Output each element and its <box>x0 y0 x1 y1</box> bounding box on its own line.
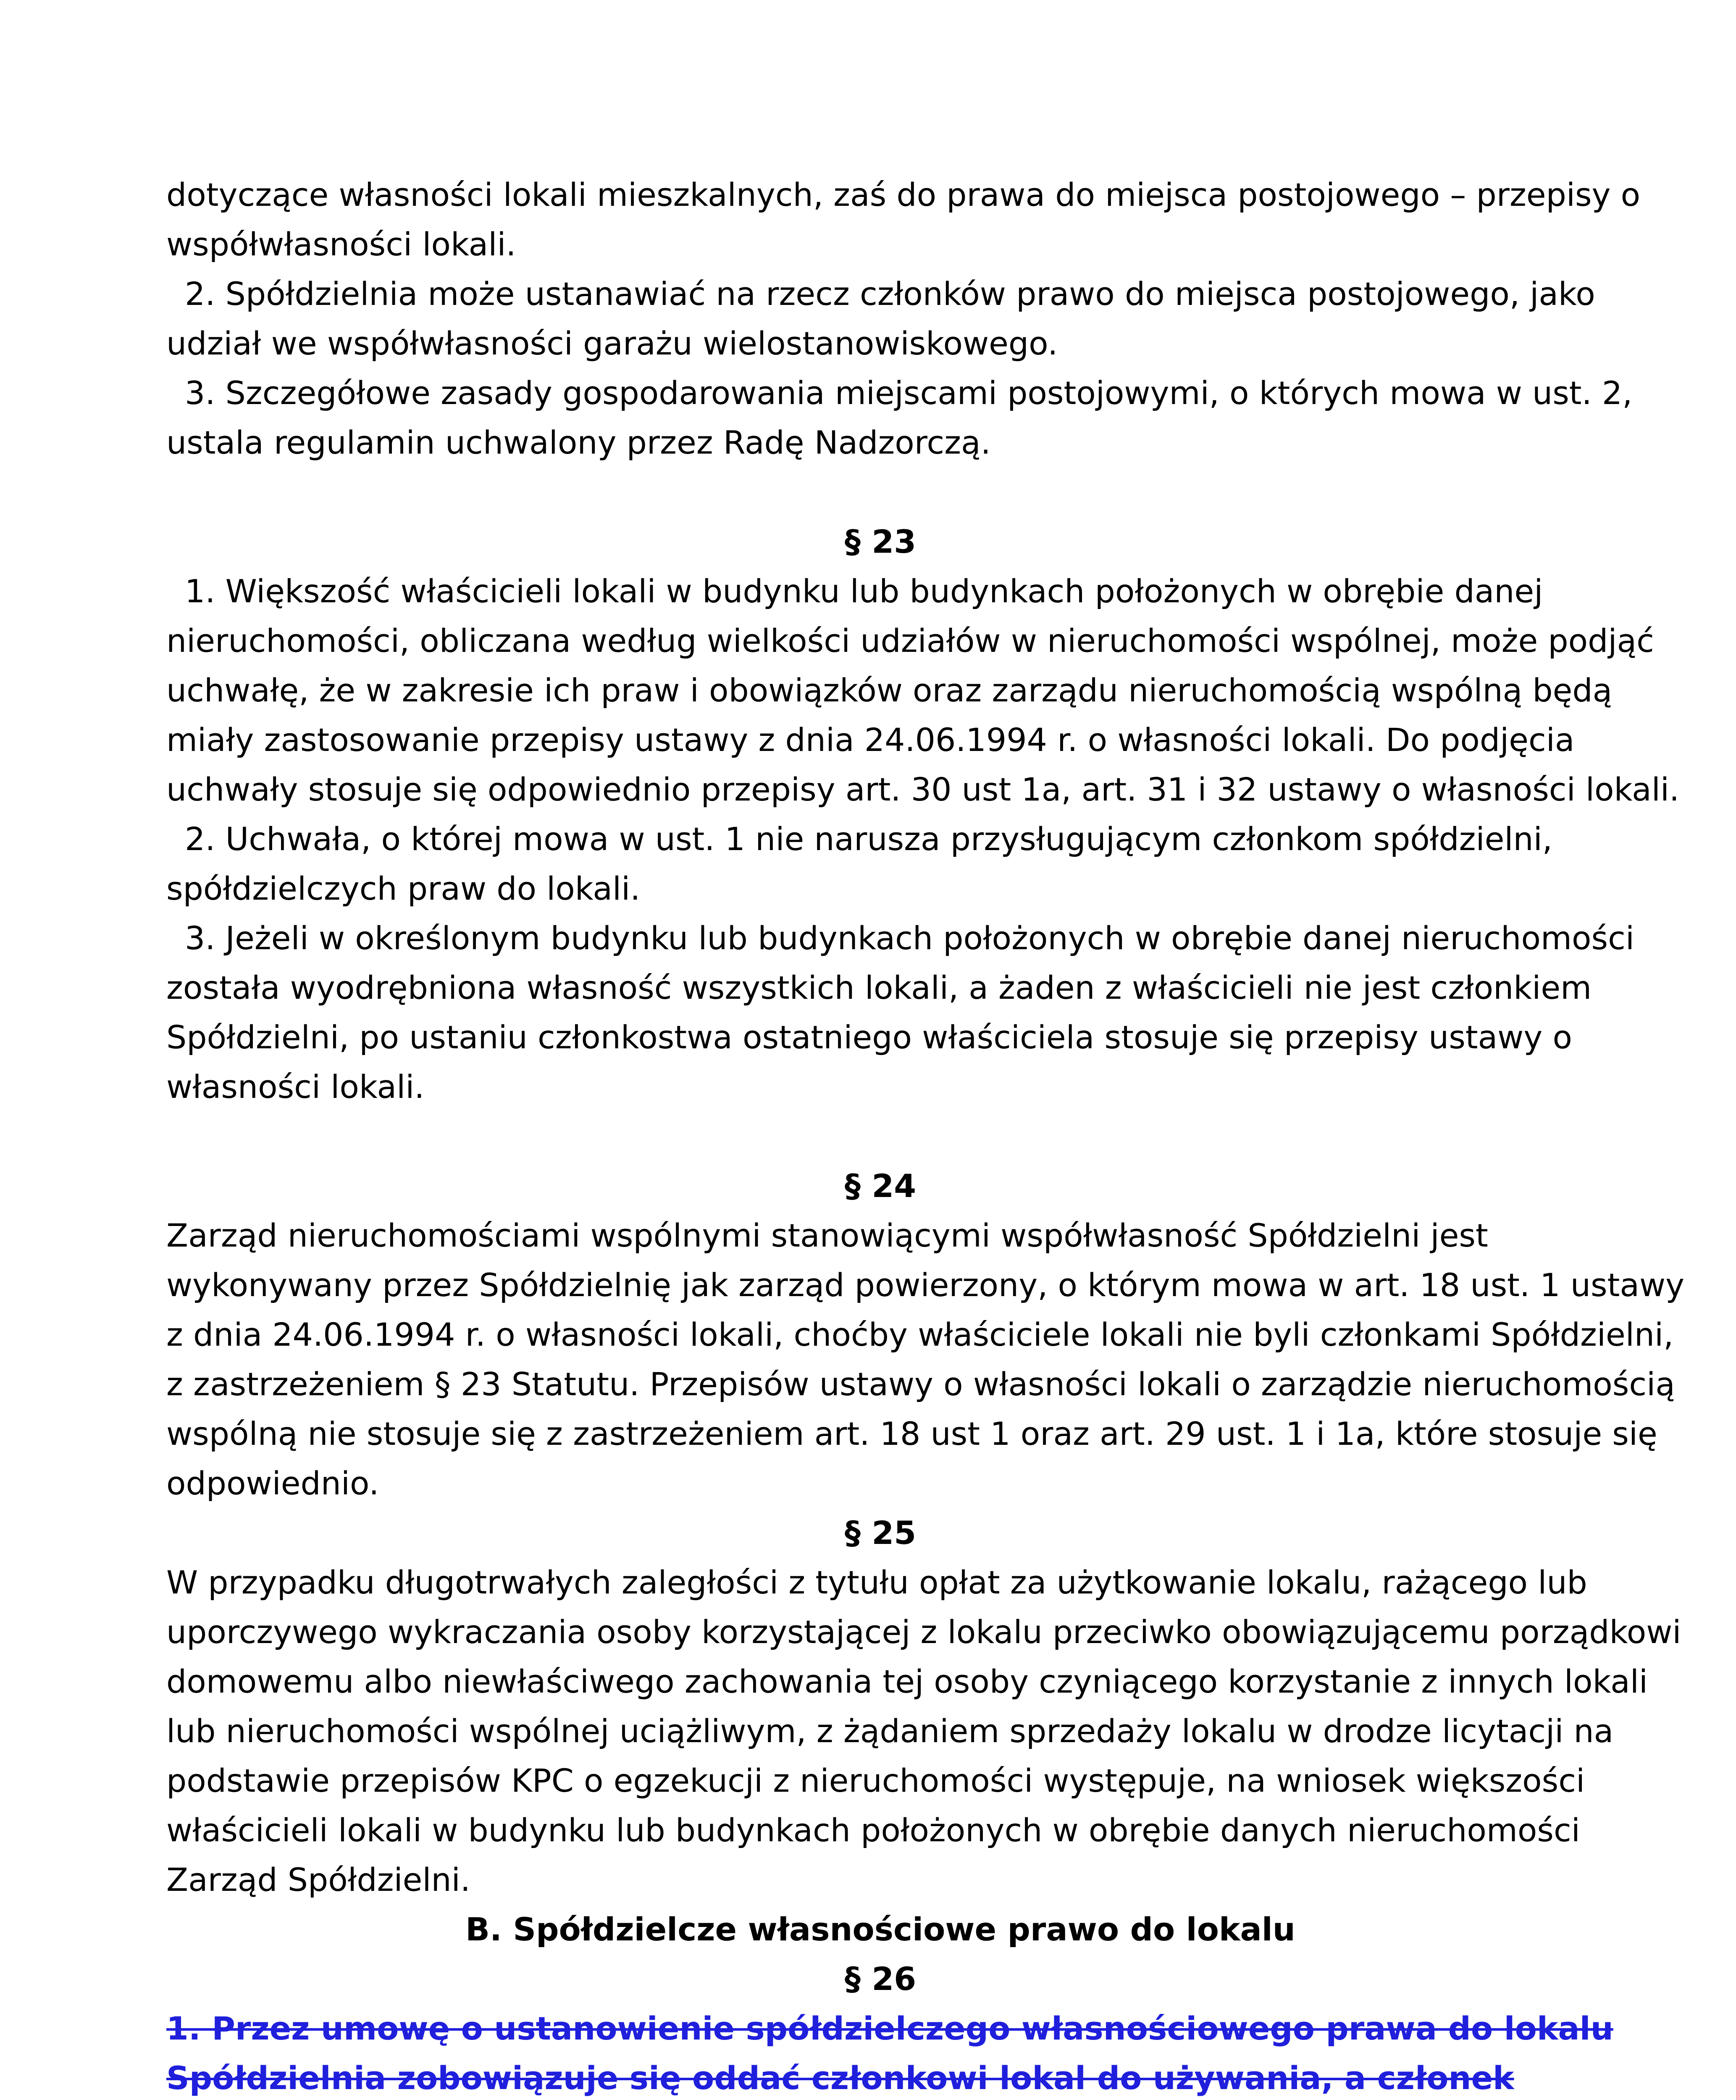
text-line: Zarząd Spółdzielni. <box>166 1861 470 1898</box>
text-line: uchwały stosuje się odpowiednio przepisy art. 30 ust 1a, art. 31 i 32 ustawy o własności lokali. <box>166 771 1680 808</box>
text-line: wykonywany przez Spółdzielnię jak zarząd powierzony, o którym mowa w art. 18 ust. 1 ustawy <box>166 1266 1685 1304</box>
text-line: lub nieruchomości wspólnej uciążliwym, z żądaniem sprzedaży lokalu w drodze licytacji na <box>166 1712 1614 1750</box>
text-line: 2. Spółdzielnia może ustanawiać na rzecz członków prawo do miejsca postojowego, jako <box>185 275 1595 312</box>
text-line: właścicieli lokali w budynku lub budynkach położonych w obrębie danych nieruchomości <box>166 1811 1580 1849</box>
text-line: 3. Jeżeli w określonym budynku lub budynkach położonych w obrębie danej nieruchomości <box>185 919 1634 957</box>
section-heading-23: § 23 <box>844 523 917 560</box>
text-line: nieruchomości, obliczana według wielkości udziałów w nieruchomości wspólnej, może podjąć <box>166 622 1654 659</box>
text-line: miały zastosowanie przepisy ustawy z dnia 24.06.1994 r. o własności lokali. Do podjęcia <box>166 721 1575 759</box>
text-line: ustala regulamin uchwalony przez Radę Nadzorczą. <box>166 424 991 461</box>
text-line: z dnia 24.06.1994 r. o własności lokali, choćby właściciele lokali nie byli członkami Spółdzielni, <box>166 1316 1674 1353</box>
text-line: została wyodrębniona własność wszystkich lokali, a żaden z właścicieli nie jest członkiem <box>166 969 1592 1006</box>
text-line: z zastrzeżeniem § 23 Statutu. Przepisów ustawy o własności lokali o zarządzie nieruchomością <box>166 1365 1675 1403</box>
text-line: uchwałę, że w zakresie ich praw i obowiązków oraz zarządu nieruchomością wspólną będą <box>166 672 1613 709</box>
text-line: udział we współwłasności garażu wielostanowiskowego. <box>166 325 1058 362</box>
intro-paragraph <box>166 170 1641 467</box>
section-24 <box>166 1161 1685 1508</box>
text-line: dotyczące własności lokali mieszkalnych, zaś do prawa do miejsca postojowego – przepisy o <box>166 176 1641 213</box>
text-line: spółdzielczych praw do lokali. <box>166 870 641 907</box>
text-line: własności lokali. <box>166 1068 425 1105</box>
section-25 <box>166 1508 1681 1905</box>
section-heading-26: § 26 <box>844 1960 917 1998</box>
struck-text-line: 1. Przez umowę o ustanowienie spółdzielczego własnościowego prawa do lokalu <box>166 2010 1613 2047</box>
text-line: uporczywego wykraczania osoby korzystającej z lokalu przeciwko obowiązującemu porządkowi <box>166 1613 1681 1651</box>
text-line: 1. Większość właścicieli lokali w budynku lub budynkach położonych w obrębie danej <box>185 572 1543 610</box>
section-b-title: B. Spółdzielcze własnościowe prawo do lokalu <box>465 1911 1295 1948</box>
text-line: 3. Szczegółowe zasady gospodarowania miejscami postojowymi, o których mowa w ust. 2, <box>185 374 1633 412</box>
text-line: odpowiednio. <box>166 1465 379 1502</box>
spacer <box>166 1112 1594 1161</box>
text-line: wspólną nie stosuje się z zastrzeżeniem art. 18 ust 1 oraz art. 29 ust. 1 i 1a, które stosuje się <box>166 1415 1657 1452</box>
section-heading-24: § 24 <box>844 1167 917 1205</box>
struck-text-line: Spółdzielnia zobowiązuje się oddać członkowi lokal do używania, a członek <box>166 2059 1514 2097</box>
section-26 <box>166 1954 1613 2100</box>
section-heading-25: § 25 <box>844 1514 917 1551</box>
text-line: W przypadku długotrwałych zaległości z tytułu opłat za użytkowanie lokalu, rażącego lub <box>166 1564 1587 1601</box>
spacer <box>166 467 1594 517</box>
document-page <box>166 170 1685 2100</box>
section-23 <box>166 517 1680 1112</box>
text-line: 2. Uchwała, o której mowa w ust. 1 nie narusza przysługującym członkom spółdzielni, <box>185 820 1552 858</box>
text-line: domowemu albo niewłaściwego zachowania tej osoby czyniącego korzystanie z innych lokali <box>166 1663 1648 1700</box>
text-line: współwłasności lokali. <box>166 226 516 263</box>
text-line: Zarząd nieruchomościami wspólnymi stanowiącymi współwłasność Spółdzielni jest <box>166 1217 1488 1254</box>
text-line: Spółdzielni, po ustaniu członkostwa ostatniego właściciela stosuje się przepisy ustawy o <box>166 1018 1572 1056</box>
text-line: podstawie przepisów KPC o egzekucji z nieruchomości występuje, na wniosek większości <box>166 1762 1585 1799</box>
